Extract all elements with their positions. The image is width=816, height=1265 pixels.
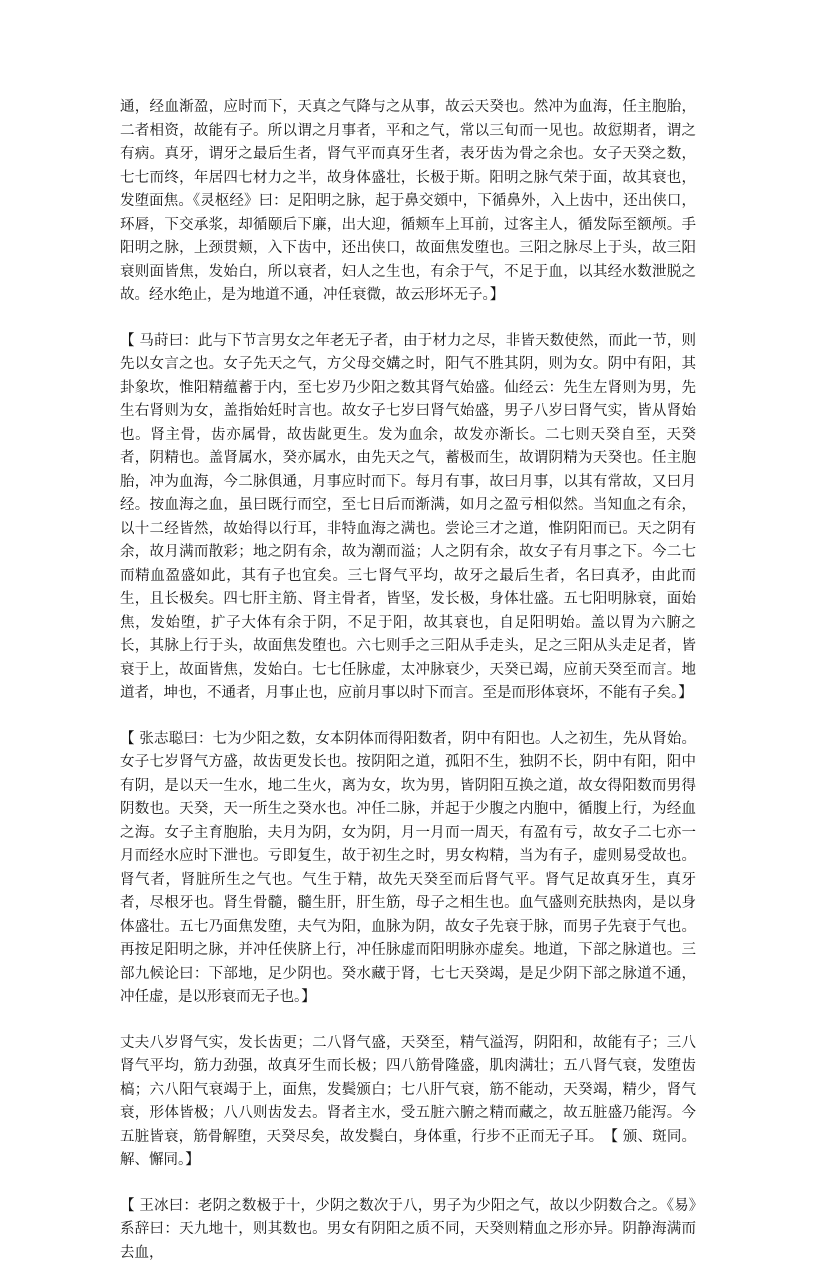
document-page <box>120 96 696 1265</box>
paragraph-ma-shi-commentary: 【 马莳曰：此与下节言男女之年老无子者，由于材力之尽，非皆天数使然，而此一节，则先以女言之也。女子先天之气，方父母交媾之时，阳气不胜其阴，则为女。阴中有阳，其卦象坎，惟阳精蕴蓄于内，至七岁乃少阳之数其肾气始盛。仙经云：先生左肾则为男，先生右肾则为女，盖指始妊时言也。故女子七岁曰肾气始盛，男子八岁曰肾气实，皆从肾始也。肾主骨，齿亦属骨，故齿龀更生。发为血余，故发亦渐长。二七则天癸自至，天癸者，阴精也。盖肾属水，癸亦属水，由先天之气，蓄极而生，故谓阴精为天癸也。任主胞胎，冲为血海，今二脉俱通，月事应时而下。每月有事，故曰月事，以其有常故，又曰月经。按血海之血，虽曰既行而空，至七日后而渐满，如月之盈亏相似然。当知血之有余，以十二经皆然，故始得以行耳，非特血海之满也。尝论三才之道，惟阴阳而已。天之阴有余，故月满而散彩；地之阴有余，故为潮而溢；人之阴有余，故女子有月事之下。今二七而精血盈盛如此，其有子也宜矣。三七肾气平均，故牙之最后生者，名曰真矛，由此而生，且长极矣。四七肝主筋、肾主骨者，皆坚，发长极，身体壮盛。五七阳明脉衰，面始焦，发始堕，扩子大体有余于阴，不足于阳，故其衰也，自足阳明始。盖以胃为六腑之长，其脉上行于头，故面焦发堕也。六七则手之三阳从手走头，足之三阳从头走足者，皆衰于上，故面皆焦，发始白。七七任脉虚，太冲脉衰少，天癸已竭，应前天癸至而言。地道者，坤也，不通者，月事止也，应前月事以时下而言。至是而形体衰坏，不能有子矣。】 <box>120 330 696 706</box>
paragraph-classic-text-men: 丈夫八岁肾气实，发长齿更；二八肾气盛，天癸至，精气溢泻，阴阳和，故能有子；三八肾气平均，筋力劲强，故真牙生而长极；四八筋骨隆盛，肌肉满壮；五八肾气衰，发堕齿槁；六八阳气衰竭于上，面焦，发鬓颁白；七八肝气衰，筋不能动，天癸竭，精少，肾气衰，形体皆极；八八则齿发去。肾者主水，受五脏六腑之精而藏之，故五脏盛乃能泻。今五脏皆衰，筋骨解堕，天癸尽矣，故发鬓白，身体重，行步不正而无子耳。 【 颁、斑同。解、懈同。】 <box>120 1032 696 1173</box>
paragraph-wang-bing-commentary-end: 通，经血渐盈，应时而下，天真之气降与之从事，故云天癸也。然冲为血海，任主胞胎，二者相资，故能有子。所以谓之月事者，平和之气，常以三旬而一见也。故愆期者，谓之有病。真牙，谓牙之最后生者，肾气平而真牙生者，表牙齿为骨之余也。女子天癸之数，七七而终，年居四七材力之半，故身体盛壮，长极于斯。阳明之脉气荣于面，故其衰也，发堕面焦。《灵枢经》曰：足阳明之脉，起于鼻交頞中，下循鼻外，入上齿中，还出侠口，环唇，下交承浆，却循颐后下廉，出大迎，循颊车上耳前，过客主人，循发际至额颅。手阳明之脉，上颈贯颊，入下齿中，还出侠口，故面焦发堕也。三阳之脉尽上于头，故三阳衰则面皆焦，发始白，所以衰者，妇人之生也，有余于气，不足于血，以其经水数泄脱之故。经水绝止，是为地道不通，冲任衰微，故云形坏无子。】 <box>120 96 696 308</box>
paragraph-wang-bing-commentary-start: 【 王冰曰：老阴之数极于十，少阴之数次于八，男子为少阳之气，故以少阴数合之。《易》系辞曰：天九地十，则其数也。男女有阴阳之质不同，天癸则精血之形亦异。阴静海满而去血， <box>120 1195 696 1265</box>
paragraph-zhang-zhicong-commentary: 【 张志聪曰：七为少阳之数，女本阴体而得阳数者，阴中有阳也。人之初生，先从肾始。女子七岁肾气方盛，故齿更发长也。按阴阳之道，孤阳不生，独阴不长，阴中有阳，阳中有阴，是以天一生水，地二生火，离为女，坎为男，皆阴阳互换之道，故女得阳数而男得阴数也。天癸，天一所生之癸水也。冲任二脉，并起于少腹之内胞中，循腹上行，为经血之海。女子主育胞胎，夫月为阴，女为阴，月一月而一周天，有盈有亏，故女子二七亦一月而经水应时下泄也。亏即复生，故于初生之时，男女构精，当为有子，虚则易受故也。肾气者，肾脏所生之气也。气生于精，故先天癸至而后肾气平。肾气足故真牙生，真牙者，尽根牙也。肾生骨髓，髓生肝，肝生筋，母子之相生也。血气盛则充肤热肉，是以身体盛壮。五七乃面焦发堕，夫气为阳，血脉为阴，故女子先衰于脉，而男子先衰于气也。再按足阳明之脉，并冲任侠脐上行，冲任脉虚而阳明脉亦虚矣。地道，下部之脉道也。三部九候论曰：下部地，足少阴也。癸水藏于肾，七七天癸竭，是足少阴下部之脉道不通，冲任虚，是以形衰而无子也。】 <box>120 728 696 1010</box>
